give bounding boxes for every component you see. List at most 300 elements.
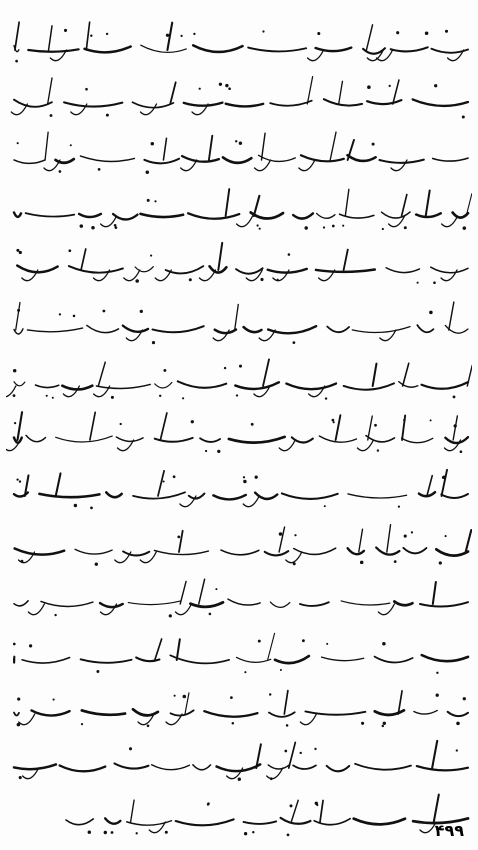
ink-stroke	[263, 359, 269, 386]
script-line	[6, 462, 472, 520]
ink-dot	[342, 225, 344, 227]
ink-dot	[287, 834, 290, 837]
ink-dot	[382, 725, 384, 727]
ink-dot	[411, 531, 413, 533]
script-line	[6, 518, 472, 576]
ink-stroke	[305, 711, 365, 714]
ink-dot	[244, 671, 246, 673]
ink-dot	[90, 507, 93, 510]
ink-dot	[64, 29, 67, 32]
ink-dot	[59, 170, 62, 173]
ink-stroke	[98, 362, 105, 386]
ink-dot	[140, 310, 143, 313]
ink-stroke	[399, 382, 418, 388]
ink-dot	[284, 750, 287, 753]
ink-stroke	[123, 326, 148, 332]
ink-dot	[398, 506, 400, 508]
ink-dot	[239, 365, 242, 368]
script-line-strokes	[6, 462, 472, 520]
ink-stroke	[448, 712, 468, 716]
ink-dot	[111, 831, 114, 834]
ink-dot	[106, 114, 109, 117]
ink-dot	[180, 35, 182, 37]
ink-dot	[68, 249, 71, 252]
ink-stroke	[175, 604, 191, 615]
ink-dot	[382, 642, 386, 646]
ink-dot	[106, 33, 108, 35]
ink-dot	[270, 777, 273, 780]
ink-dot	[80, 224, 83, 227]
ink-stroke	[200, 438, 220, 442]
ink-stroke	[432, 741, 437, 768]
ink-dot	[205, 450, 207, 452]
ink-stroke	[177, 639, 180, 660]
ink-stroke	[270, 602, 289, 607]
ink-dot	[177, 536, 180, 539]
ink-stroke	[293, 213, 313, 218]
ink-stroke	[246, 270, 262, 281]
ink-dot	[114, 224, 117, 227]
ink-stroke	[235, 382, 278, 389]
ink-stroke	[154, 550, 208, 554]
ink-stroke	[316, 48, 352, 52]
ink-stroke	[14, 100, 52, 107]
ink-dot	[13, 394, 16, 397]
ink-dot	[165, 831, 168, 834]
ink-stroke	[14, 160, 45, 164]
ink-dot	[209, 613, 212, 616]
ink-dot	[361, 722, 364, 725]
ink-dot	[103, 310, 106, 313]
ink-stroke	[366, 25, 372, 50]
ink-stroke	[422, 382, 468, 389]
ink-stroke	[124, 270, 140, 281]
ink-stroke	[275, 656, 309, 663]
script-line-strokes	[6, 570, 472, 628]
ink-dot	[16, 249, 19, 252]
ink-stroke	[442, 470, 448, 496]
ink-stroke	[132, 102, 173, 107]
ink-dot	[360, 561, 364, 565]
ink-dot	[96, 670, 99, 673]
ink-stroke	[236, 268, 263, 273]
ink-stroke	[366, 436, 394, 442]
ink-dot	[403, 419, 406, 422]
ink-dot	[15, 60, 18, 63]
ink-stroke	[426, 190, 430, 216]
ink-stroke	[152, 765, 190, 770]
ink-dot	[215, 588, 217, 590]
ink-dot	[394, 560, 397, 563]
ink-dot	[16, 478, 18, 480]
ink-stroke	[324, 99, 362, 105]
ink-dot	[17, 309, 20, 312]
ink-stroke	[66, 819, 93, 825]
ink-stroke	[284, 691, 288, 714]
ink-stroke	[442, 216, 458, 227]
ink-dot	[269, 693, 271, 695]
ink-dot	[14, 422, 16, 424]
ink-stroke	[209, 136, 212, 160]
ink-stroke	[373, 364, 377, 386]
ink-stroke	[254, 196, 260, 216]
ink-stroke	[402, 195, 407, 216]
ink-dot	[429, 311, 433, 315]
ink-stroke	[352, 327, 410, 333]
ink-stroke	[28, 49, 78, 51]
ink-dot	[442, 476, 446, 480]
ink-dot	[19, 776, 22, 779]
ink-stroke	[286, 384, 336, 390]
ink-dot	[454, 424, 457, 427]
ink-stroke	[394, 601, 412, 605]
ink-dot	[404, 226, 407, 229]
ink-stroke	[268, 764, 290, 769]
ink-dot	[17, 723, 21, 727]
ink-stroke	[79, 214, 101, 217]
ink-stroke	[85, 47, 131, 53]
ink-dot	[224, 367, 226, 369]
ink-stroke	[417, 325, 433, 332]
ink-stroke	[213, 495, 245, 499]
ink-stroke	[420, 602, 468, 606]
ink-stroke	[427, 476, 432, 496]
ink-stroke	[341, 601, 390, 605]
script-line-strokes	[6, 296, 472, 354]
ink-stroke	[158, 471, 164, 496]
ink-dot	[74, 504, 77, 507]
ink-dot	[453, 395, 456, 398]
ink-stroke	[56, 436, 112, 442]
ink-dot	[317, 32, 320, 35]
ink-stroke	[348, 155, 376, 161]
ink-dot	[323, 226, 325, 228]
ink-stroke	[319, 436, 356, 442]
ink-stroke	[226, 189, 230, 216]
ink-stroke	[229, 437, 285, 443]
ink-stroke	[26, 213, 75, 216]
ink-dot	[434, 84, 437, 87]
script-line	[6, 406, 472, 464]
ink-dot	[232, 722, 235, 725]
ink-stroke	[355, 764, 411, 770]
ink-stroke	[367, 100, 401, 104]
ink-stroke	[144, 159, 179, 164]
ink-dot	[228, 87, 231, 90]
ink-dot	[316, 804, 318, 806]
ink-stroke	[344, 250, 348, 270]
ink-stroke	[39, 494, 99, 497]
script-line	[6, 352, 472, 410]
ink-dot	[59, 313, 61, 315]
ink-dot	[53, 699, 55, 701]
ink-stroke	[327, 766, 350, 771]
ink-dot	[436, 694, 439, 697]
ink-dot	[50, 114, 53, 117]
script-line-strokes	[6, 734, 472, 792]
ink-stroke	[248, 48, 306, 52]
ink-dot	[445, 535, 447, 537]
script-line	[6, 570, 472, 628]
ink-dot	[288, 253, 291, 256]
ink-stroke	[49, 26, 52, 50]
ink-stroke	[14, 601, 28, 606]
ink-stroke	[282, 493, 338, 499]
ink-dot	[239, 142, 242, 145]
ink-dot	[81, 723, 83, 725]
ink-stroke	[316, 270, 375, 272]
ink-stroke	[270, 101, 312, 106]
ink-stroke	[31, 710, 69, 715]
ink-stroke	[433, 582, 436, 604]
ink-stroke	[453, 416, 457, 440]
ink-dot	[389, 85, 391, 87]
ink-dot	[85, 88, 88, 91]
ink-stroke	[308, 50, 324, 61]
script-line-strokes	[6, 16, 472, 74]
ink-stroke	[204, 711, 257, 717]
ink-dot	[299, 752, 301, 754]
ink-stroke	[261, 133, 265, 160]
script-line	[6, 16, 472, 74]
ink-dot	[260, 278, 263, 281]
ink-stroke	[235, 304, 239, 330]
ink-dot	[191, 420, 194, 423]
ink-stroke	[217, 764, 261, 771]
ink-dot	[193, 33, 195, 35]
ink-stroke	[90, 412, 95, 440]
ink-stroke	[354, 819, 405, 825]
ink-dot	[150, 255, 152, 257]
ink-dot	[52, 397, 54, 399]
ink-dot	[456, 749, 458, 751]
script-line-strokes	[6, 352, 472, 410]
ink-stroke	[82, 710, 125, 714]
ink-stroke	[48, 78, 52, 104]
script-line	[6, 296, 472, 354]
ink-stroke	[155, 383, 172, 388]
ink-dot	[163, 369, 166, 372]
ink-dot	[377, 449, 379, 451]
ink-dot	[314, 748, 316, 750]
script-line	[6, 126, 472, 184]
ink-stroke	[466, 530, 472, 552]
ink-dot	[70, 144, 72, 146]
ink-stroke	[141, 45, 187, 52]
ink-stroke	[17, 412, 22, 440]
ink-stroke	[281, 818, 311, 824]
ink-dot	[120, 423, 122, 425]
ink-stroke	[294, 548, 336, 554]
ink-stroke	[188, 213, 239, 218]
ink-dot	[244, 832, 247, 835]
ink-stroke	[237, 216, 253, 227]
ink-stroke	[414, 710, 437, 714]
ink-stroke	[436, 549, 468, 555]
ink-dot	[17, 698, 20, 701]
ink-stroke	[301, 155, 344, 161]
ink-stroke	[115, 764, 149, 769]
ink-stroke	[100, 603, 123, 607]
ink-dot	[290, 804, 293, 807]
ink-stroke	[56, 473, 61, 496]
ink-stroke	[422, 655, 468, 661]
ink-dot	[433, 281, 436, 284]
ink-dot	[259, 228, 261, 230]
ink-stroke	[81, 156, 135, 161]
ink-dot	[29, 644, 32, 647]
ink-stroke	[279, 440, 295, 451]
ink-dot	[333, 421, 335, 423]
ink-dot	[136, 832, 138, 834]
ink-stroke	[386, 268, 419, 273]
ink-dot	[230, 696, 233, 699]
ink-dot	[279, 532, 283, 536]
ink-dot	[73, 315, 76, 318]
ink-dot	[436, 672, 438, 674]
ink-dot	[439, 561, 442, 564]
ink-stroke	[433, 158, 468, 161]
ink-stroke	[265, 551, 288, 555]
ink-dot	[383, 722, 386, 725]
ink-dot	[19, 480, 21, 482]
ink-dot	[238, 778, 241, 781]
script-line-strokes	[6, 680, 472, 738]
ink-dot	[252, 831, 254, 833]
ink-stroke	[291, 800, 298, 822]
ink-dot	[163, 480, 165, 482]
ink-stroke	[300, 714, 316, 725]
ink-stroke	[193, 765, 211, 770]
ink-stroke	[279, 527, 284, 552]
ink-stroke	[382, 212, 410, 218]
ink-stroke	[379, 160, 423, 163]
ink-stroke	[160, 413, 167, 440]
ink-dot	[88, 830, 91, 833]
ink-stroke	[69, 266, 123, 273]
ink-dot	[17, 142, 19, 144]
ink-stroke	[327, 327, 349, 333]
ink-stroke	[96, 384, 150, 388]
ink-stroke	[123, 551, 149, 555]
ink-stroke	[449, 302, 454, 330]
script-line-strokes	[6, 518, 472, 576]
ink-stroke	[16, 302, 20, 330]
ink-stroke	[14, 212, 21, 216]
ink-stroke	[339, 81, 343, 104]
script-line-strokes	[6, 70, 472, 128]
ink-stroke	[193, 45, 242, 52]
ink-dot	[115, 226, 118, 229]
ink-stroke	[320, 801, 323, 822]
ink-stroke	[28, 604, 44, 615]
ink-stroke	[359, 529, 363, 552]
ink-stroke	[116, 437, 143, 441]
ink-stroke	[14, 382, 25, 386]
script-line	[6, 680, 472, 738]
ink-stroke	[81, 659, 132, 662]
ink-dot	[235, 140, 237, 142]
ink-dot	[46, 395, 48, 397]
ink-dot	[374, 424, 377, 427]
ink-stroke	[402, 438, 433, 442]
ink-dot	[456, 722, 460, 726]
handwritten-text-block	[6, 4, 472, 816]
script-line-strokes	[6, 406, 472, 464]
ink-stroke	[15, 548, 65, 554]
script-line-strokes	[6, 788, 472, 846]
ink-stroke	[378, 604, 394, 615]
ink-stroke	[199, 579, 205, 604]
ink-stroke	[170, 82, 175, 104]
ink-stroke	[289, 742, 296, 768]
ink-stroke	[416, 213, 441, 217]
script-line-strokes	[6, 626, 472, 684]
ink-dot	[90, 34, 92, 36]
ink-dot	[217, 450, 220, 453]
ink-stroke	[223, 157, 251, 162]
ink-stroke	[35, 385, 58, 387]
ink-stroke	[467, 366, 472, 386]
ink-dot	[277, 279, 279, 281]
ink-dot	[98, 168, 101, 171]
ink-dot	[169, 614, 172, 617]
ink-stroke	[105, 818, 120, 823]
ink-stroke	[176, 819, 234, 825]
ink-stroke	[403, 548, 426, 553]
ink-stroke	[391, 47, 428, 51]
ink-dot	[135, 279, 139, 283]
ink-stroke	[286, 552, 302, 563]
ink-stroke	[141, 214, 184, 217]
ink-dot	[13, 643, 16, 646]
ink-stroke	[293, 765, 316, 769]
ink-dot	[396, 31, 399, 34]
ink-dot	[225, 84, 228, 87]
ink-stroke	[237, 657, 271, 662]
ink-stroke	[336, 415, 341, 440]
ink-stroke	[27, 328, 82, 332]
ink-dot	[95, 563, 98, 566]
ink-dot	[294, 534, 296, 536]
script-line	[6, 788, 472, 846]
ink-dot	[286, 724, 289, 727]
ink-dot	[199, 88, 201, 90]
script-line	[6, 626, 472, 684]
ink-stroke	[434, 795, 439, 822]
ink-stroke	[255, 160, 271, 171]
ink-dot	[21, 560, 24, 563]
ink-stroke	[155, 639, 162, 660]
ink-stroke	[218, 243, 222, 270]
ink-dot	[147, 199, 150, 202]
ink-dot	[324, 505, 326, 507]
script-line-strokes	[6, 126, 472, 184]
ink-stroke	[431, 267, 468, 273]
ink-dot	[445, 30, 448, 33]
ink-stroke	[345, 189, 349, 216]
ink-stroke	[14, 764, 56, 769]
ink-dot	[91, 226, 94, 229]
ink-stroke	[106, 492, 121, 497]
ink-dot	[219, 83, 222, 86]
ink-stroke	[128, 601, 180, 605]
ink-stroke	[178, 381, 226, 387]
ink-dot	[332, 225, 335, 228]
ink-dot	[293, 562, 296, 565]
ink-stroke	[300, 602, 329, 606]
ink-dot	[189, 278, 192, 281]
